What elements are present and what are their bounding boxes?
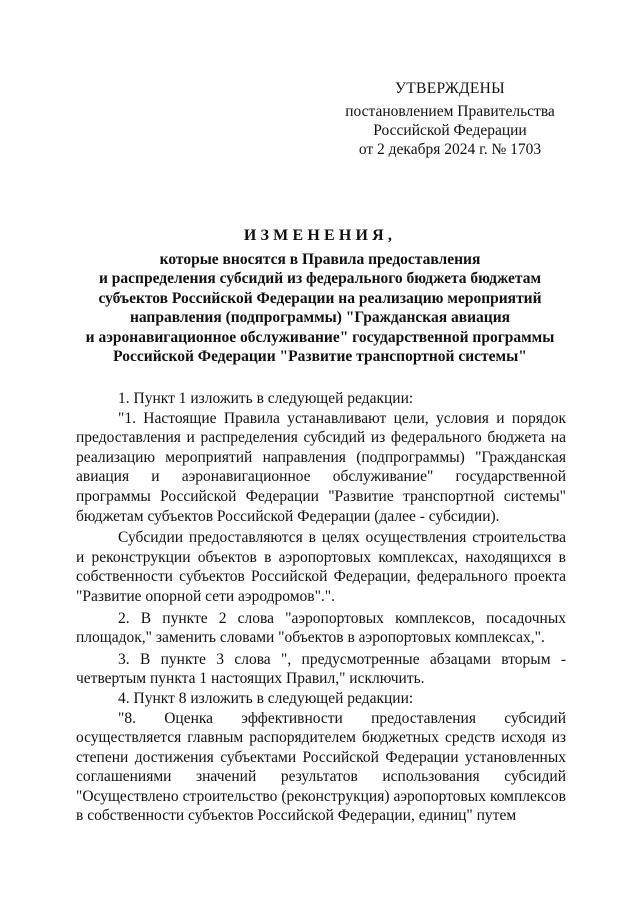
approval-heading: УТВЕРЖДЕНЫ <box>395 80 505 97</box>
title-line: направления (подпрограммы) "Гражданская авиация <box>129 309 511 326</box>
title-line: и распределения субсидий из федерального бюджета бюджетам <box>98 270 542 287</box>
title-line: и аэронавигационное обслуживание" государственной программы <box>85 328 555 346</box>
title-line: которые вносятся в Правила предоставления <box>159 250 481 268</box>
approval-stamp <box>340 79 560 159</box>
approval-line: от 2 декабря 2024 г. № 1703 <box>358 141 542 158</box>
title-line: субъектов Российской Федерации на реализацию мероприятий <box>98 289 542 307</box>
approval-line: постановлением Правительства <box>345 103 555 120</box>
document-title <box>60 226 580 367</box>
paragraph: "8. Оценка эффективности предоставления субсидий осуществляется главным распорядителем бюджетных средств исходя из степени достижения субъектами Российской Федерации установленных соглашениями значений результатов использования субсидий "Осуществлено строительство (реконструкция) аэропортовых комплексов в собственности субъектов Российской Федерации, единиц" путем <box>76 709 566 825</box>
title-heading: ИЗМЕНЕНИЯ, <box>243 227 397 244</box>
paragraph: 2. В пункте 2 слова "аэропортовых комплексов, посадочных площадок," заменить словами "объектов в аэропортовых комплексах,". <box>76 609 566 647</box>
paragraph: Субсидии предоставляются в целях осуществления строительства и реконструкции объектов в аэропортовых комплексах, находящихся в собственности субъектов Российской Федерации, федерального проекта "Развитие опорной сети аэродромов".". <box>76 529 566 605</box>
paragraph: "1. Настоящие Правила устанавливают цели, условия и порядок предоставления и распределения субсидий из федерального бюджета на реализацию мероприятий направления (подпрограммы) "Гражданская авиация и аэронавигационное обслуживание" государственной программы Российской Федерации "Развитие транспортной системы" бюджетам субъектов Российской Федерации (далее - субсидии). <box>76 409 566 525</box>
paragraph: 4. Пункт 8 изложить в следующей редакции: <box>118 689 414 707</box>
document-body <box>76 389 566 826</box>
paragraph: 3. В пункте 3 слова ", предусмотренные абзацами вторым - четвертым пункта 1 настоящих Правил," исключить. <box>76 650 566 688</box>
title-line: Российской Федерации "Развитие транспортной системы" <box>113 348 527 365</box>
paragraph: 1. Пункт 1 изложить в следующей редакции: <box>118 390 414 407</box>
approval-line: Российской Федерации <box>373 122 527 139</box>
